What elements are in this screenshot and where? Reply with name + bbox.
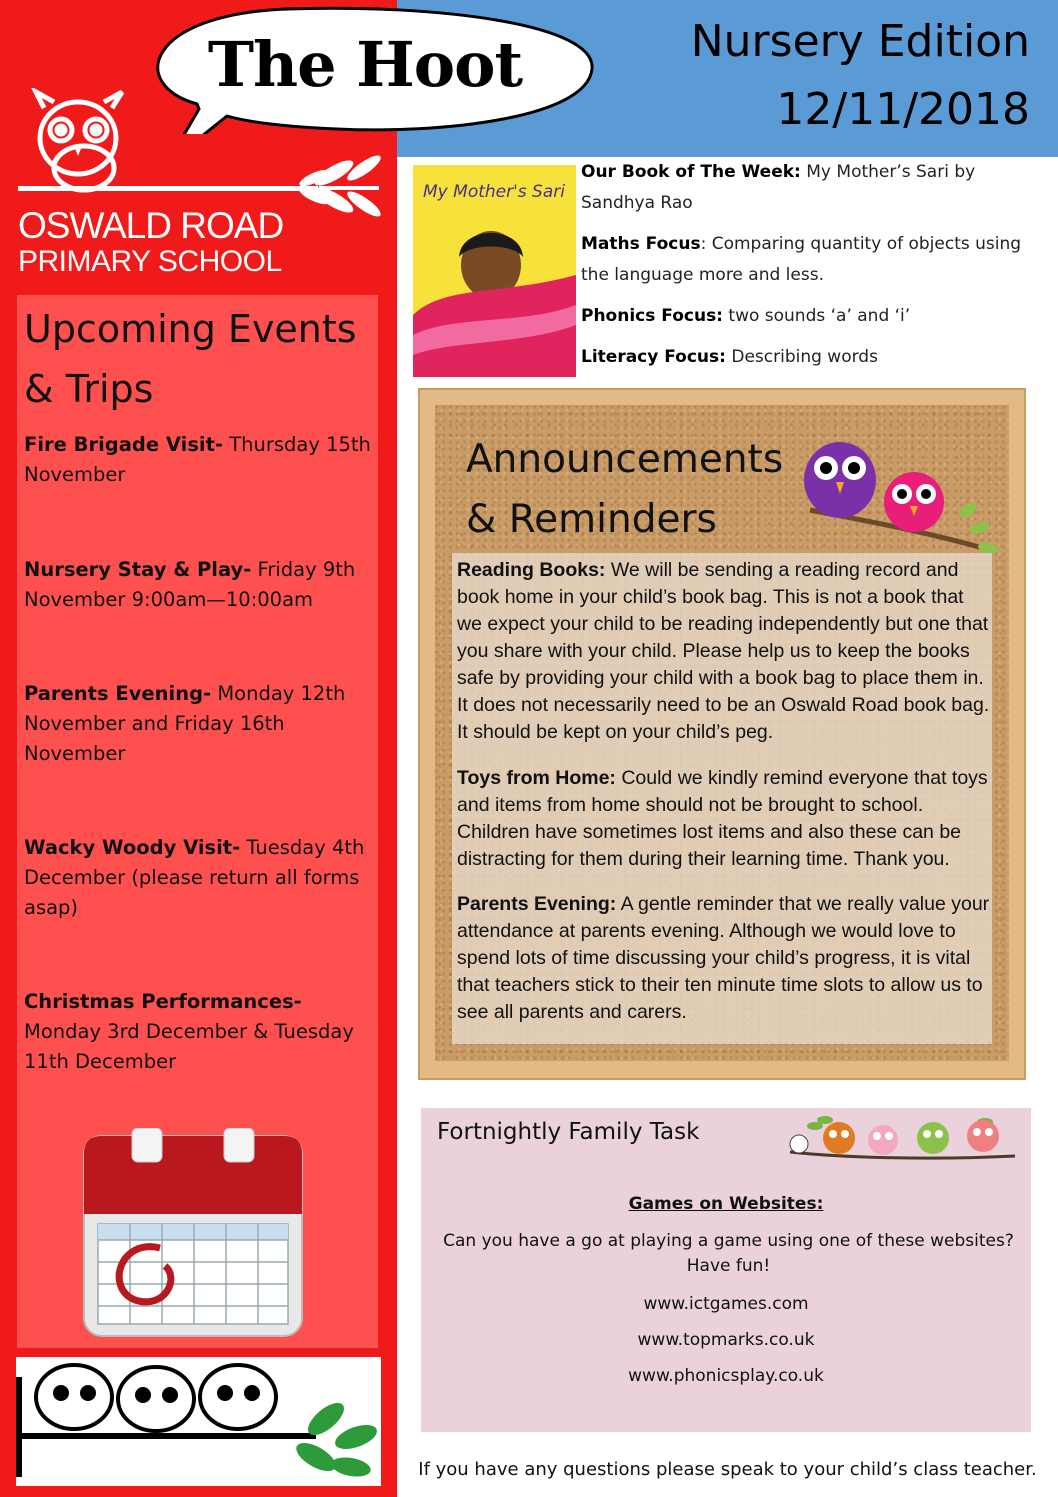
event-detail: Monday 12th November and Friday 16th November <box>24 682 346 765</box>
games-heading: Games on Websites: <box>628 1194 824 1214</box>
edition-date: 12/11/2018 <box>776 84 1030 135</box>
event-detail: Thursday 15th November <box>24 433 371 486</box>
calendar-icon <box>80 1128 306 1338</box>
maths-detail: : Comparing quantity of objects using the language more and less. <box>581 234 1022 285</box>
announcement-item <box>457 765 992 873</box>
phonics-label: Phonics Focus: <box>581 306 723 326</box>
book-info <box>581 157 1041 383</box>
event-item <box>24 987 374 1077</box>
games-question: Can you have a go at playing a game using one of these websites? Have fun! <box>443 1231 1014 1276</box>
owls-pair-icon <box>800 440 1000 560</box>
book-cover-image <box>413 165 576 377</box>
book-label: Our Book of The Week: <box>581 162 801 182</box>
announcement-detail: A gentle reminder that we really value your attendance at parents evening. Although we would love to spend lots of time discussing your child’s progress, it is vital that teachers stick to their ten minute time slots to allow us to see all parents and carers. <box>457 893 990 1023</box>
literacy-focus <box>581 342 1041 373</box>
announcement-item <box>457 557 992 746</box>
event-label: Wacky Woody Visit- <box>24 836 241 859</box>
announcement-label: Reading Books: <box>457 559 606 581</box>
book-detail: My Mother’s Sari by Sandhya Rao <box>581 162 976 213</box>
event-label: Fire Brigade Visit- <box>24 433 224 456</box>
event-label: Nursery Stay & Play- <box>24 558 252 581</box>
book-of-week <box>581 157 1041 219</box>
school-name-line1: OSWALD ROAD <box>18 205 284 246</box>
school-name <box>18 206 283 278</box>
announcement-label: Parents Evening: <box>457 893 617 915</box>
owls-on-branch-icon <box>16 1357 381 1486</box>
event-detail: Friday 9th November 9:00am—10:00am <box>24 558 356 611</box>
event-label: Parents Evening- <box>24 682 212 705</box>
announcement-detail: We will be sending a reading record and book home in your child’s book bag. This is not a book that we expect your child to be reading independently but one that you share with your child. Please help us to keep the books safe by providing your child with a book bag to place them in. It does not necessarily need to be an Oswald Road book bag. It should be kept on your child’s peg. <box>457 559 990 743</box>
family-task-title: Fortnightly Family Task <box>437 1119 700 1145</box>
event-item <box>24 833 374 923</box>
website-link[interactable]: www.ictgames.com <box>643 1294 809 1314</box>
announcement-label: Toys from Home: <box>457 767 616 789</box>
website-link[interactable]: www.topmarks.co.uk <box>637 1330 815 1350</box>
announcements-title: Announcements & Reminders <box>466 437 784 542</box>
phonics-focus <box>581 301 1041 332</box>
literacy-detail: Describing words <box>725 347 878 367</box>
school-name-line2: PRIMARY SCHOOL <box>18 245 282 278</box>
book-cover-title: My Mother's Sari <box>423 182 565 202</box>
maths-label: Maths Focus <box>581 234 701 254</box>
announcement-item <box>457 891 992 1026</box>
edition-name: Nursery Edition <box>690 16 1030 67</box>
maths-focus <box>581 229 1041 291</box>
event-detail: Monday 3rd December & Tuesday 11th December <box>24 1020 354 1073</box>
footer-note: If you have any questions please speak to your child’s class teacher. <box>418 1459 1037 1480</box>
website-link[interactable]: www.phonicsplay.co.uk <box>628 1366 824 1386</box>
edition-heading <box>691 8 1030 144</box>
phonics-detail: two sounds ‘a’ and ‘i’ <box>723 306 911 326</box>
event-label: Christmas Performances- <box>24 990 302 1013</box>
event-item <box>24 679 374 769</box>
event-item <box>24 430 374 490</box>
owls-row-icon <box>785 1112 1017 1167</box>
event-item <box>24 555 374 615</box>
event-detail: Tuesday 4th December (please return all forms asap) <box>24 836 365 919</box>
masthead-title: The Hoot <box>207 28 523 101</box>
events-title: Upcoming Events & Trips <box>24 307 357 411</box>
announcement-detail: Could we kindly remind everyone that toys and items from home should not be brought to school. Children have sometimes lost items and also these can be distracting for them during their learning time. Thank you. <box>457 767 988 870</box>
literacy-label: Literacy Focus: <box>581 347 726 367</box>
